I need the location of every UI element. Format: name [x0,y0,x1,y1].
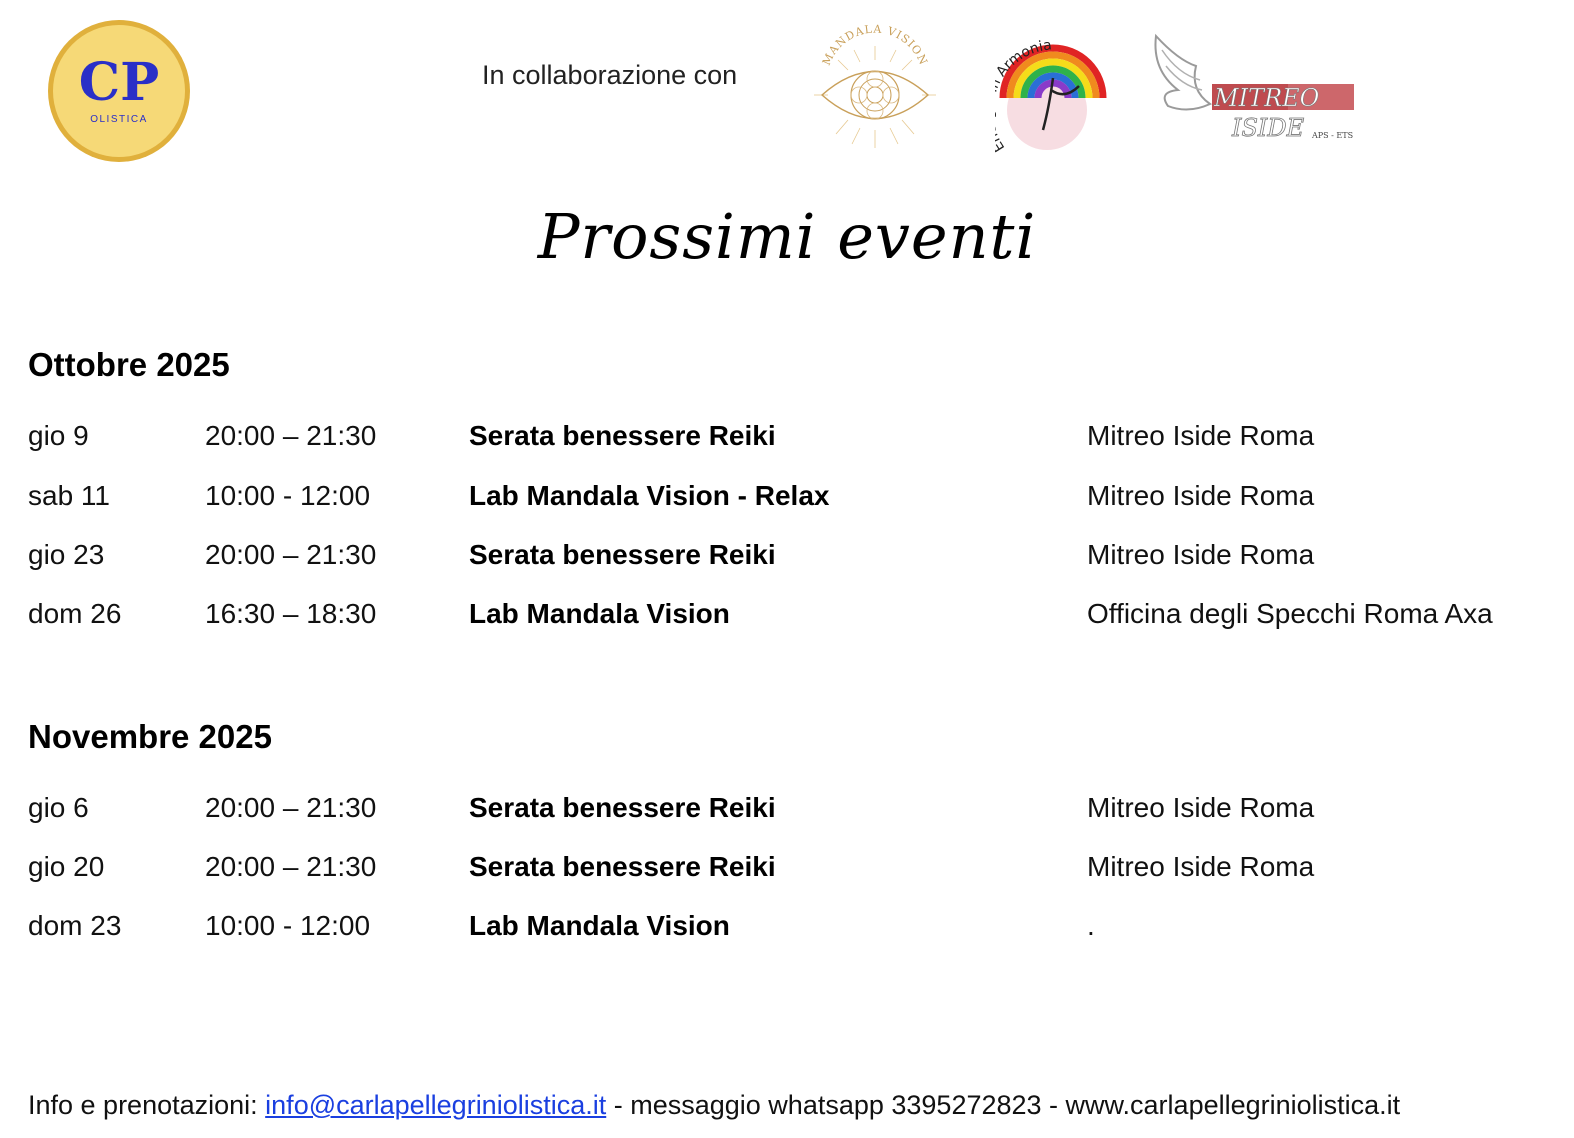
energie-in-armonia-logo [995,18,1117,156]
event-place: Officina degli Specchi Roma Axa [1087,598,1493,629]
mitreo-suffix: APS - ETS [1312,131,1354,140]
month-heading: Ottobre 2025 [28,346,230,383]
iside-word: ISIDE [1232,114,1305,142]
event-time: 10:00 - 12:00 [205,910,371,941]
event-title: Lab Mandala Vision [469,598,730,629]
event-row [0,792,1574,832]
event-time: 20:00 – 21:30 [205,539,377,570]
event-time: 20:00 – 21:30 [205,420,377,451]
event-day: dom 26 [28,598,122,629]
cp-olistica-logo [46,18,192,164]
event-title: Serata benessere Reiki [469,539,776,570]
event-title: Lab Mandala Vision [469,910,730,941]
energie-label: Armonia [995,37,1053,80]
event-row [0,910,1574,950]
event-title: Serata benessere Reiki [469,851,776,882]
event-row [0,851,1574,891]
event-row [0,539,1574,579]
event-place: Mitreo Iside Roma [1087,420,1315,451]
event-day: gio 23 [28,539,105,570]
cp-logo-subtitle: OLISTICA [90,114,148,125]
footer-suffix: - messaggio whatsapp 3395272823 - www.carlapellegriniolistica.it [606,1090,1401,1120]
month-heading: Novembre 2025 [28,718,272,755]
email-link[interactable]: info@carlapellegriniolistica.it [265,1090,607,1120]
event-time: 20:00 – 21:30 [205,851,377,882]
event-title: Serata benessere Reiki [469,792,776,823]
mandala-vision-label: MANDALA VISION [819,22,931,68]
footer-info [28,1090,1400,1121]
footer-prefix: Info e prenotazioni: [28,1090,266,1120]
event-place: Mitreo Iside Roma [1087,792,1315,823]
event-day: gio 9 [28,420,89,451]
event-time: 10:00 - 12:00 [205,480,371,511]
event-time: 16:30 – 18:30 [205,598,377,629]
event-place: Mitreo Iside Roma [1087,851,1315,882]
page-title: Prossimi eventi [537,200,1037,273]
event-place: Mitreo Iside Roma [1087,539,1315,570]
event-row [0,480,1574,520]
event-day: gio 20 [28,851,105,882]
mitreo-word: MITREO [1214,84,1320,112]
event-row [0,598,1574,638]
collaboration-text: In collaborazione con [482,60,738,90]
event-time: 20:00 – 21:30 [205,792,377,823]
event-title: Lab Mandala Vision - Relax [469,480,830,511]
mandala-vision-logo [808,20,942,154]
event-place: . [1087,910,1095,941]
event-place: Mitreo Iside Roma [1087,480,1315,511]
event-title: Serata benessere Reiki [469,420,776,451]
event-row [0,420,1574,460]
event-day: gio 6 [28,792,89,823]
svg-text:MANDALA VISION [820,22,930,67]
event-day: dom 23 [28,910,122,941]
event-day: sab 11 [28,480,110,511]
mitreo-iside-logo [1148,30,1360,150]
cp-logo-initials: CP [78,52,160,113]
